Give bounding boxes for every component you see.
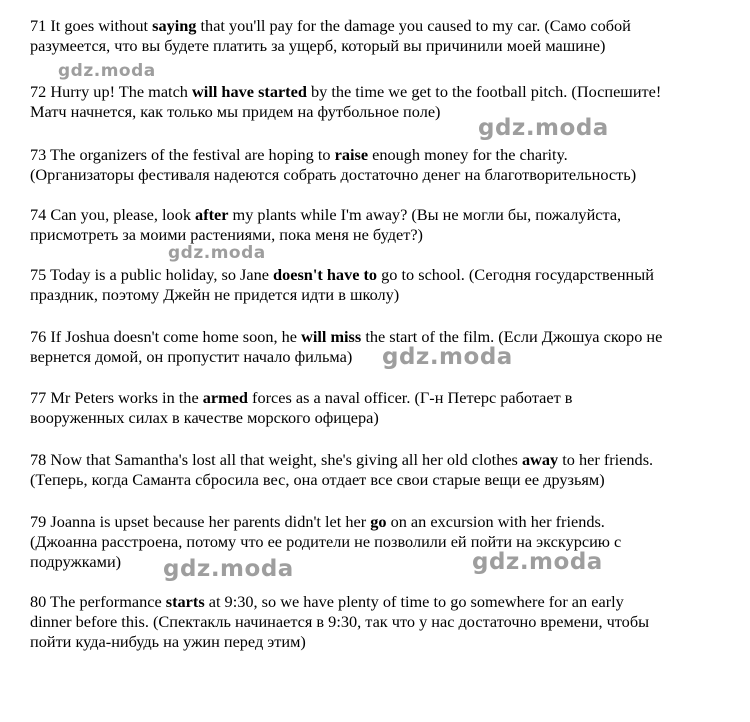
text-segment: at 9:30, so we have plenty of time to go somewhere for an early (204, 592, 624, 611)
exercise-line (30, 632, 740, 652)
exercise-line (30, 265, 740, 285)
text-segment: разумеется, что вы будете платить за ущерб, который вы причинили моей машине) (30, 36, 606, 55)
text-segment: dinner before this. (Спектакль начинается в 9:30, так что у нас достаточно времени, чтобы (30, 612, 650, 631)
text-segment: 77 Mr Peters works in the (30, 388, 203, 407)
exercise-line (30, 612, 740, 632)
answer-word: after (195, 205, 229, 224)
exercise-line (30, 470, 740, 490)
watermark: gdz.moda (382, 344, 513, 370)
text-segment: my plants while I'm away? (Вы не могли бы, пожалуйста, (228, 205, 622, 224)
text-segment: that you'll pay for the damage you caused to my car. (Само собой (196, 16, 631, 35)
exercise-item-74 (30, 205, 740, 245)
text-segment: праздник, поэтому Джейн не придется идти в школу) (30, 285, 400, 304)
text-segment: enough money for the charity. (368, 145, 568, 164)
exercise-line (30, 592, 740, 612)
exercise-line (30, 552, 740, 572)
answer-word: raise (334, 145, 369, 164)
text-segment: 79 Joanna is upset because her parents didn't let her (30, 512, 371, 531)
exercise-item-79 (30, 512, 740, 572)
exercise-line (30, 408, 740, 428)
text-segment: пойти куда-нибудь на ужин перед этим) (30, 632, 306, 651)
exercise-item-75 (30, 265, 740, 305)
watermark: gdz.moda (163, 556, 294, 582)
exercise-line (30, 36, 740, 56)
text-segment: (Организаторы фестиваля надеются собрать достаточно денег на благотворительность) (30, 165, 637, 184)
exercise-item-77 (30, 388, 740, 428)
exercise-line (30, 225, 740, 245)
answer-word: will miss (301, 327, 362, 346)
exercise-line (30, 102, 740, 122)
text-segment: вернется домой, он пропустит начало фильма) (30, 347, 353, 366)
text-segment: (Теперь, когда Саманта сбросила вес, она отдает все свои старые вещи ее друзьям) (30, 470, 605, 489)
answer-word: doesn't have to (273, 265, 378, 284)
watermark: gdz.moda (478, 115, 609, 141)
exercise-line (30, 16, 740, 36)
text-segment: 73 The organizers of the festival are hoping to (30, 145, 335, 164)
text-segment: вооруженных силах в качестве морского офицера) (30, 408, 379, 427)
answer-word: armed (202, 388, 248, 407)
exercise-line (30, 165, 740, 185)
exercise-line (30, 450, 740, 470)
answer-word: away (521, 450, 559, 469)
text-segment: 78 Now that Samantha's lost all that weight, she's giving all her old clothes (30, 450, 522, 469)
text-segment: to her friends. (558, 450, 654, 469)
text-segment: go to school. (Сегодня государственный (377, 265, 654, 284)
text-segment: 80 The performance (30, 592, 166, 611)
watermark: gdz.moda (472, 549, 603, 575)
exercise-line (30, 512, 740, 532)
exercise-line (30, 388, 740, 408)
text-segment: 71 It goes without (30, 16, 153, 35)
text-segment: on an excursion with her friends. (386, 512, 605, 531)
exercise-item-72 (30, 82, 740, 122)
watermark: gdz.moda (168, 243, 266, 263)
text-segment: forces as a naval officer. (Г-н Петерс работает в (247, 388, 573, 407)
answer-word: saying (152, 16, 197, 35)
answer-word: starts (165, 592, 205, 611)
watermark: gdz.moda (58, 61, 156, 81)
exercise-item-71 (30, 16, 740, 56)
exercise-line (30, 145, 740, 165)
text-segment: by the time we get to the football pitch. (Поспешите! (306, 82, 662, 101)
text-segment: (Джоанна расстроена, потому что ее родители не позволили ей пойти на экскурсию с (30, 532, 622, 551)
exercise-line (30, 205, 740, 225)
text-segment: 72 Hurry up! The match (30, 82, 193, 101)
answer-word: go (370, 512, 387, 531)
text-segment: Матч начнется, как только мы придем на футбольное поле) (30, 102, 441, 121)
text-segment: 74 Can you, please, look (30, 205, 196, 224)
text-segment: подружками) (30, 552, 122, 571)
exercise-line (30, 532, 740, 552)
exercise-item-80 (30, 592, 740, 652)
exercise-line (30, 285, 740, 305)
text-segment: the start of the film. (Если Джошуа скоро не (361, 327, 663, 346)
answer-word: will have started (192, 82, 307, 101)
text-segment: 75 Today is a public holiday, so Jane (30, 265, 274, 284)
exercise-line (30, 82, 740, 102)
exercise-item-78 (30, 450, 740, 490)
text-segment: присмотреть за моими растениями, пока меня не будет?) (30, 225, 423, 244)
exercise-item-73 (30, 145, 740, 185)
text-segment: 76 If Joshua doesn't come home soon, he (30, 327, 302, 346)
